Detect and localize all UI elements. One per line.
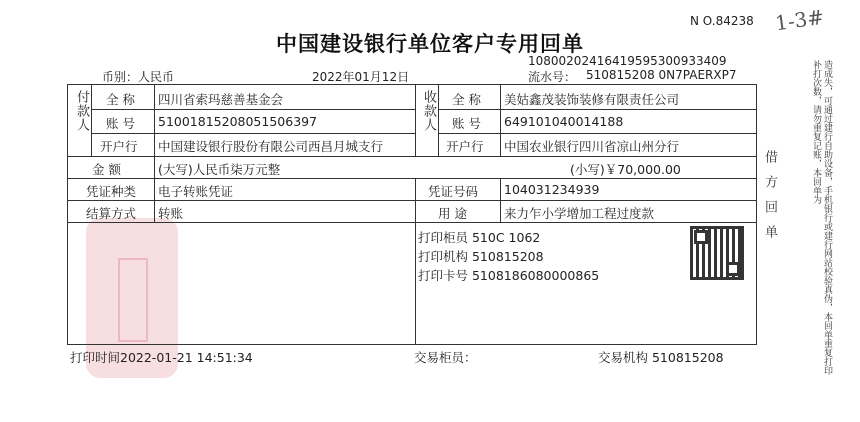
document-number: 10800202416419595300933409 [528, 54, 727, 68]
rule [415, 178, 416, 222]
voucher-type: 电子转账凭证 [158, 184, 234, 199]
rule [154, 156, 155, 222]
transaction-date: 2022年01月12日 [312, 70, 410, 84]
print-card: 打印卡号 5108186080000865 [418, 268, 600, 283]
print-org: 打印机构 510815208 [418, 249, 544, 264]
amount-lowercase: (小写)￥70,000.00 [570, 162, 681, 177]
voucher-no: 104031234939 [504, 182, 600, 197]
payee-name: 美姑鑫茂装饰装修有限责任公司 [504, 92, 680, 107]
rule [67, 344, 757, 345]
payee-account: 649101040014188 [504, 114, 624, 129]
rule [67, 200, 757, 201]
handwritten-note: 1-3# [773, 4, 826, 36]
flow-number: 510815208 0N7PAERXP7 [586, 68, 737, 82]
print-time: 打印时间2022-01-21 14:51:34 [70, 350, 253, 365]
payee-account-label: 账 号 [452, 116, 481, 131]
rule [67, 178, 757, 179]
settlement-label: 结算方式 [86, 206, 137, 221]
rule [91, 109, 415, 110]
purpose-value: 来力乍小学增加工程过度款 [504, 206, 655, 221]
amount-uppercase: (大写)人民币柒万元整 [158, 162, 281, 177]
rule [756, 84, 757, 345]
rule [67, 222, 757, 223]
document-title: 中国建设银行单位客户专用回单 [276, 32, 584, 56]
payee-bank: 中国农业银行四川省凉山州分行 [504, 139, 680, 154]
purpose-label: 用 途 [438, 206, 467, 221]
settlement-value: 转账 [158, 206, 184, 221]
rule [438, 133, 756, 134]
currency-label: 币别：人民币 [102, 70, 175, 84]
side-notice: 造成失，可通过建行自助设备，手机银行或建行网站校验真伪，本回单重复打印补打次数，请勿重复记账，本回单为 [811, 60, 832, 375]
rule [154, 84, 155, 156]
rule [67, 156, 757, 157]
rule [415, 84, 416, 156]
seal-frame [118, 258, 148, 342]
payer-name-label: 全 称 [106, 92, 135, 107]
rule [67, 84, 68, 345]
payer-bank: 中国建设银行股份有限公司西昌月城支行 [158, 139, 384, 154]
rule [415, 222, 416, 344]
payer-name: 四川省索玛慈善基金会 [158, 92, 284, 107]
payee-bank-label: 开户行 [446, 139, 484, 154]
voucher-type-label: 凭证种类 [86, 184, 137, 199]
payer-account-label: 账 号 [106, 116, 135, 131]
rule [438, 84, 439, 156]
serial-number: N O.84238 [690, 14, 754, 28]
voucher-no-label: 凭证号码 [428, 184, 479, 199]
rule [67, 84, 757, 85]
rule [500, 84, 501, 156]
rule [438, 109, 756, 110]
rule [91, 84, 92, 156]
debit-receipt-label: 借方回单 [762, 150, 777, 250]
amount-label: 金 额 [92, 162, 121, 177]
flow-number-label: 流水号： [528, 70, 577, 84]
print-counter: 打印柜员 510C 1062 [418, 230, 541, 245]
payee-section-label: 收款人 [421, 90, 436, 132]
rule [91, 133, 415, 134]
payer-bank-label: 开户行 [100, 139, 138, 154]
trade-teller: 交易柜员： [414, 350, 477, 365]
trade-org: 交易机构 510815208 [598, 350, 724, 365]
payee-name-label: 全 称 [452, 92, 481, 107]
payer-account: 51001815208051506397 [158, 114, 318, 129]
qr-code-icon [690, 226, 744, 280]
payer-section-label: 付款人 [74, 90, 89, 132]
rule [500, 178, 501, 222]
